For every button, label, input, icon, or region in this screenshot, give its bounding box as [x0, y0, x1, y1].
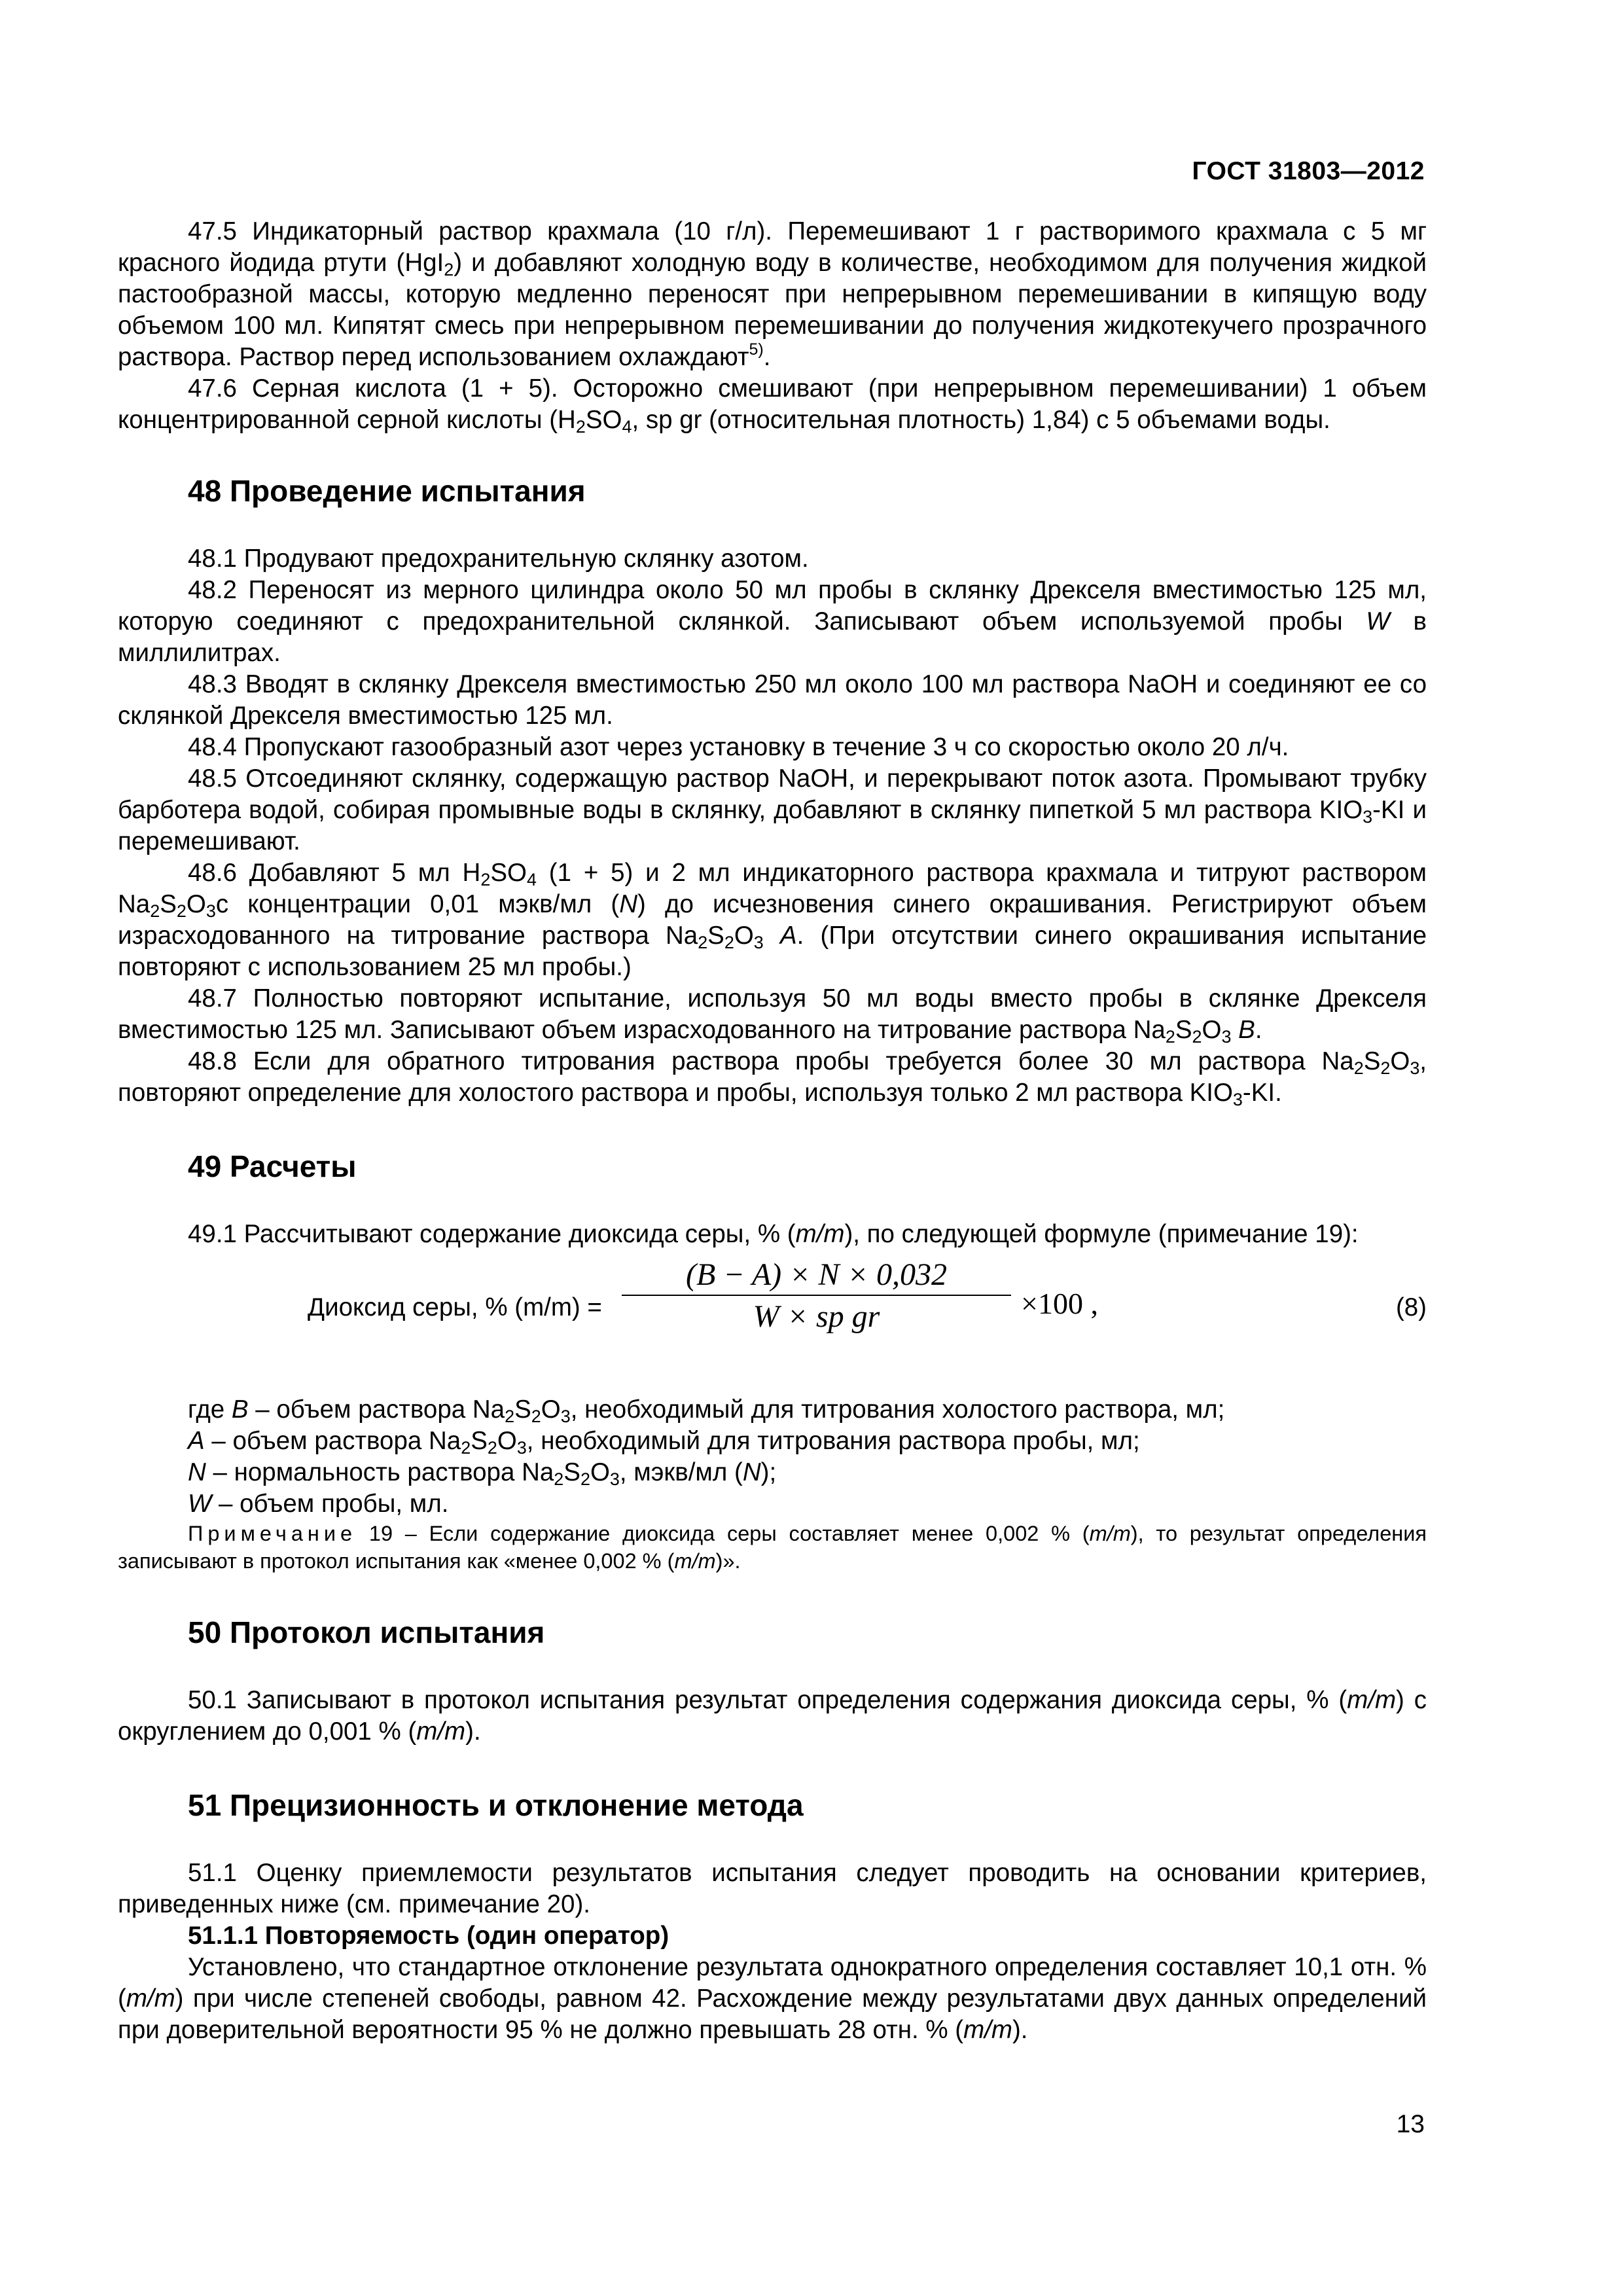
section-50-title: 50 Протокол испытания [188, 1615, 545, 1649]
section-51-title: 51 Прецизионность и отклонение метода [188, 1788, 804, 1822]
subsection-51-1-1-title: 51.1.1 Повторяемость (один оператор) [188, 1922, 669, 1950]
paragraph-48-2: 48.2 Переносят из мерного цилиндра около 50 мл пробы в склянку Дрекселя вместимостью 125 мл, которую соединяют с предохранительной склянкой. Записывают объем используемой пробы W в миллилитрах. [118, 576, 1427, 667]
paragraph-48-3: 48.3 Вводят в склянку Дрекселя вместимостью 250 мл около 100 мл раствора NaOH и соединяют ее со склянкой Дрекселя вместимостью 125 мл. [118, 670, 1427, 730]
page-number: 13 [1396, 2110, 1425, 2138]
section-49-title: 49 Расчеты [188, 1149, 357, 1183]
paragraph-51-1-1: Установлено, что стандартное отклонение результата однократного определения составляет 10,1 отн. % (m/m) при числе степеней свободы, равном 42. Расхождение между результатами двух данных определений при доверительной вероятности 95 % не должно превышать 28 отн. % (m/m). [118, 1953, 1427, 2044]
paragraph-48-7: 48.7 Полностью повторяют испытание, используя 50 мл воды вместо пробы в склянке Дрекселя вместимостью 125 мл. Записывают объем израсходованного на титрование раствора $Na_2S_2O_3$ B. [118, 984, 1427, 1047]
formula-numerator: (B − A) × N × 0,032 [622, 1255, 1011, 1296]
page-content [118, 216, 1427, 2046]
variable-definitions [118, 1394, 1427, 1520]
paragraph-51-1: 51.1 Оценку приемлемости результатов испытания следует проводить на основании критериев, приведенных ниже (см. примечание 20). [118, 1859, 1427, 1918]
formula-label: Диоксид серы, % (m/m) = [308, 1293, 602, 1321]
formula-fraction [622, 1255, 1011, 1335]
paragraph-48-4: 48.4 Пропускают газообразный азот через установку в течение 3 ч со скоростью около 20 л/ч. [188, 733, 1289, 761]
definition-b: где B – объем раствора $Na_2S_2O_3$, необходимый для титрования холостого раствора, мл; [188, 1395, 1225, 1426]
paragraph-48-8: 48.8 Если для обратного титрования раствора пробы требуется более 30 мл раствора $Na_2S_2O_3$, повторяют определение для холостого раствора и пробы, используя только 2 мл раствора $KIO_3-KI$. [118, 1047, 1427, 1109]
standard-code: ГОСТ 31803—2012 [1192, 157, 1425, 185]
formula-multiplier: ×100 , [1021, 1287, 1098, 1320]
note-19: Примечание 19 – Если содержание диоксида серы составляет менее 0,002 % (m/m), то результат определения записывают в протокол испытания как «менее 0,002 % (m/m)». [118, 1522, 1427, 1573]
paragraph-48-1: 48.1 Продувают предохранительную склянку азотом. [188, 545, 809, 573]
paragraph-48-6: 48.6 Добавляют 5 мл $H_2SO_4$ (1 + 5) и 2 мл индикаторного раствора крахмала и титруют раствором $Na_2S_2O_3с$ концентрации 0,01 мэкв/мл (N) до исчезновения синего окрашивания. Регистрируют объем израсходованного на титрование раствора $Na_2S_2O_3$ A. (При отсутствии синего окрашивания испытание повторяют с использованием 25 мл пробы.) [118, 859, 1427, 981]
formula-number: (8) [1395, 1293, 1427, 1321]
paragraph-50-1: 50.1 Записывают в протокол испытания результат определения содержания диоксида серы, % (m/m) с округлением до 0,001 % (m/m). [118, 1686, 1427, 1746]
definition-a: A – объем раствора $Na_2S_2O_3$, необходимый для титрования раствора пробы, мл; [188, 1427, 1140, 1458]
definition-n: N – нормальность раствора $Na_2S_2O_3$, мэкв/мл (N); [188, 1458, 777, 1489]
definition-w: W – объем пробы, мл. [188, 1490, 449, 1518]
paragraph-48-5: 48.5 Отсоединяют склянку, содержащую раствор NaOH, и перекрывают поток азота. Промывают трубку барботера водой, собирая промывные воды в склянку, добавляют в склянку пипеткой 5 мл раствора $KIO_3-KI$ и перемешивают. [118, 764, 1427, 855]
section-48-title: 48 Проведение испытания [188, 474, 586, 508]
paragraph-47-6: 47.6 Серная кислота (1 + 5). Осторожно смешивают (при непрерывном перемешивании) 1 объем концентрированной серной кислоты ($H_2SO_4$, sp gr (относительная плотность) 1,84) с 5 объемами воды. [118, 374, 1427, 437]
formula-denominator: W × sp gr [753, 1299, 880, 1334]
paragraph-49-1: 49.1 Рассчитывают содержание диоксида серы, % (m/m), по следующей формуле (примечание 19): [188, 1220, 1359, 1248]
paragraph-47-5: 47.5 Индикаторный раствор крахмала (10 г/л). Перемешивают 1 г растворимого крахмала с 5 мг красного йодида ртути (HgI$_2$) и добавляют холодную воду в количестве, необходимом для получения жидкой пастообразной массы, которую медленно переносят при непрерывном перемешивании в кипящую воду объемом 100 мл. Кипятят смесь при непрерывном перемешивании до получения жидкотекучего прозрачного раствора. Раствор перед использованием охлаждают$^{5)}$. [118, 217, 1427, 371]
formula-8 [118, 1255, 1427, 1360]
